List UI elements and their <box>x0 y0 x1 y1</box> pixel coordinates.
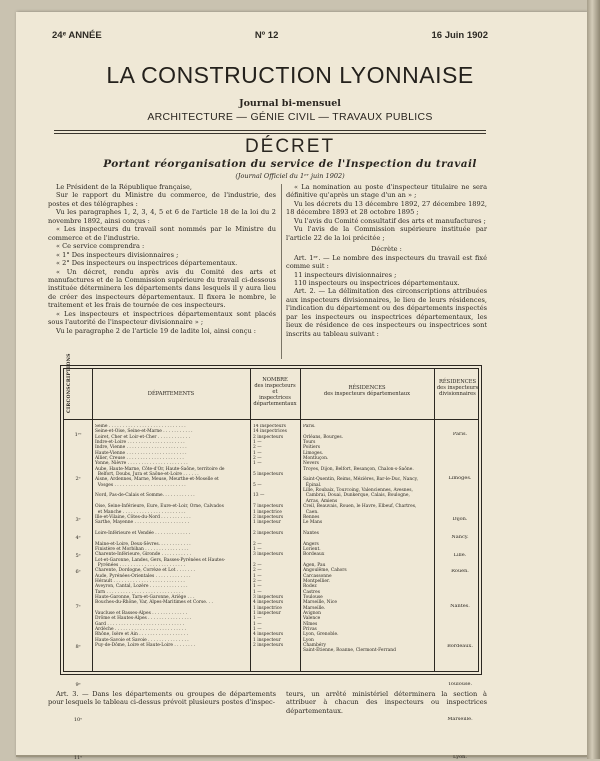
circ-label: 6ᵉ <box>75 569 81 575</box>
right-column <box>286 183 487 338</box>
circ-label: 9ᵉ <box>75 682 81 688</box>
paragraph: Sur le rapport du Ministre du commerce, de l'industrie, des postes et des télégraphes : <box>48 191 276 208</box>
article-1: Art. 1ᵉʳ. — Le nombre des inspecteurs du travail est fixé comme suit : <box>286 253 487 271</box>
circ-label: 10ᵉ <box>73 717 83 723</box>
table-col-divider <box>92 369 93 671</box>
article-3-left <box>48 690 276 707</box>
left-column <box>48 183 276 335</box>
issue-number: Nº 12 <box>254 30 279 41</box>
paragraph: « Les inspecteurs et inspectrices départementaux sont placés sous l'autorité de l'inspecteur divisionnaire » ; <box>48 309 276 327</box>
paragraph: Vu les décrets du 13 décembre 1892, 27 décembre 1892, 18 décembre 1893 et 28 octobre 1895 ; <box>286 199 487 217</box>
article-1-item: 11 inspecteurs divisionnaires ; <box>294 270 397 279</box>
paragraph: « Un décret, rendu après avis du Comité des arts et manufactures et de la Commission supérieure du travail ci-dessous instituée déterminera les départements dans lesquels il y aura lieu de créer des inspecteurs départementaux. Il fixera le nombre, le traitement et les frais de tournée de ces inspecteurs. <box>48 267 276 310</box>
article-2: Art. 2. — La délimitation des circonscriptions attribuées aux inspecteurs divisionnaires, le lieu de leurs résidences, l'indication du département ou des départements inspectés par les inspecteurs ou inspectrices départementaux, les lieux de résidence de ces inspecteurs ou inspectrices sont inscrits au tableau suivant : <box>286 287 487 338</box>
header-residences-departementales: RÉSIDENCES des inspecteurs départementaux <box>323 385 411 397</box>
residence-divisionnaire: Toulouse. <box>447 682 473 687</box>
circ-label: 7ᵉ <box>75 604 81 610</box>
masthead-rule-thin <box>54 133 486 134</box>
circ-label: 3ᵉ <box>75 517 81 523</box>
header-circonscriptions: CIRCONSCRIPTIONS <box>67 353 72 413</box>
circ-label: 4ᵉ <box>75 535 81 541</box>
article-source: (Journal Officiel du 1ᵉʳ juin 1902) <box>235 172 345 180</box>
article-title: DÉCRET <box>244 136 336 157</box>
paragraph: Vu les paragraphes 1, 2, 3, 4, 5 et 6 de l'article 18 de la loi du 2 novembre 1892, ainsi conçus : <box>48 208 276 225</box>
article-3-text: Art. 3. — Dans les départements ou groupes de départements pour lesquels le tableau ci-dessus prévoit plusieurs postes d'inspec- <box>48 690 276 707</box>
nombre-cell: 14 inspecteurs 14 inspectrices 2 inspecteurs 1 — 2 — 1 — 2 — 1 — 5 inspecteurs 5 — 13 — 7 inspecteurs 1 inspectrice 2 inspecteurs 1 inspecteur 2 inspecteurs 2 — 1 — 3 inspecteurs 2 — 2 — 1 — 2 — 1 — 1 — 3 inspecteurs 4 inspecteurs 1 inspectrice 1 inspecteur 1 — 1 — 1 — 4 inspecteurs 1 inspecteur 2 inspecteurs <box>253 424 287 649</box>
header-residences-divisionnaires: RÉSIDENCES des inspecteurs divisionnaires <box>436 379 479 397</box>
circ-label: 8ᵉ <box>75 644 81 650</box>
header-departements: DÉPARTEMENTS <box>147 391 195 397</box>
issue-date: 16 Juin 1902 <box>431 30 488 41</box>
paragraph: Vu le paragraphe 2 de l'article 19 de ladite loi, ainsi conçu : <box>56 326 257 335</box>
table-header-divider <box>64 419 478 420</box>
residence-divisionnaire: Dijon. <box>452 517 468 522</box>
issue-line <box>52 30 488 41</box>
decrete-heading: Décrète : <box>371 245 402 254</box>
article-subtitle: Portant réorganisation du service de l'Inspection du travail <box>103 158 477 170</box>
residences-dep-cell: Paris. Orléans, Bourges. Tours Poitiers Limoges. Montluçon. Nevers Troyes, Dijon, Belfort, Besançon, Chalon-s-Saône. Saint-Quentin, Reims, Mézières, Bar-le-Duc, Nancy, Épinal. Lille, Roubaix, Tourcoing, Valenciennes, Avesnes, Cambrai, Douai, Dunkerque, Calais, Boulogne, Arras, Amiens Creil, Beauvais, Rouen, le Havre, Elbeuf, Chartres, Caen. Rennes Le Mans Nantes Angers Lorient. Bordeaux Agen, Pau Angoulême, Cahors Carcassonne Montpellier. Rodez Castres Toulouse Marseille, Nice Marseille. Avignon Valence Nîmes Privas Lyon, Grenoble. Lyon Chambéry Saint-Étienne, Roanne, Clermont-Ferrand <box>303 424 418 654</box>
journal-disciplines: ARCHITECTURE — GÉNIE CIVIL — TRAVAUX PUBLICS <box>147 111 433 123</box>
paragraph: « La nomination au poste d'inspecteur titulaire ne sera définitive qu'après un stage d'un an » ; <box>286 183 487 200</box>
residence-divisionnaire: Limoges. <box>448 476 472 481</box>
paragraph: « 2° Des inspecteurs ou inspectrices départementaux. <box>56 259 238 268</box>
residence-divisionnaire: Paris. <box>452 432 468 437</box>
residence-divisionnaire: Bordeaux. <box>447 644 473 649</box>
residence-divisionnaire: Nancy. <box>451 535 469 540</box>
residence-divisionnaire: Lille. <box>453 553 467 558</box>
table-col-divider <box>300 369 301 671</box>
paragraph: Vu l'avis de la Commission supérieure instituée par l'article 22 de la loi précitée ; <box>286 225 487 242</box>
table-col-divider <box>250 369 251 671</box>
paragraph: Le Président de la République française, <box>56 183 192 191</box>
article-3-continuation: teurs, un arrêté ministériel déterminera la section à attribuer à chacun des inspecteurs ou inspectrices départementaux. <box>286 690 487 715</box>
table-col-divider <box>434 369 435 671</box>
column-divider <box>281 184 282 359</box>
article-3-right <box>286 690 487 715</box>
departements-cell: Seine . . . . . . . . . . . . . . . . . . . . . . . . . . . . Seine-et-Oise, Seine-et-Marne . . . . . . . . . . . Loiret, Cher et Loir-et-Cher . . . . . . . . . . . . Indre-et-Loire . . . . . . . . . . . . . . . . . . . . . Indre, Vienne . . . . . . . . . . . . . . . . . . . . . . Haute-Vienne . . . . . . . . . . . . . . . . . . . . . . Allier, Creuse . . . . . . . . . . . . . . . . . . . . . Yonne, Nièvre . . . . . . . . . . . . . . . . . . . . . . Aube, Haute-Marne, Côte-d'Or, Haute-Saône, territoire de Belfort, Doubs, Jura et Saône-et-Loire . . . . . . Aisne, Ardennes, Marne, Meuse, Meurthe-et-Moselle et Vosges . . . . . . . . . . . . . . . . . . . . . . . . . . Nord, Pas-de-Calais et Somme. . . . . . . . . . . . Oise, Seine-Inférieure, Eure, Eure-et-Loir, Orne, Calvados et Manche . . . . . . . . . . . . . . . . . . . . . . . Ille-et-Vilaine, Côtes-du-Nord . . . . . . . . . . . Sarthe, Mayenne . . . . . . . . . . . . . . . . . . . . Loire-Inférieure et Vendée . . . . . . . . . . . . . Maine-et-Loire, Deux-Sèvres. . . . . . . . . . . . Finistère et Morbihan . . . . . . . . . . . . . . . . Charente-Inférieure, Gironde . . . . . . . . . . . Lot-et-Garonne, Landes, Gers, Basses-Pyrénées et Hautes- Pyrénées . . . . . . . . . . . . . . . . . . . . . . . . Charente, Dordogne, Corrèze et Lot . . . . . . . Aude, Pyrénées-Orientales . . . . . . . . . . . . . Hérault . . . . . . . . . . . . . . . . . . . . . . . . . . Aveyron, Cantal, Lozère . . . . . . . . . . . . . . Tarn . . . . . . . . . . . . . . . . . . . . . . . . . . . . Haute-Garonne, Tarn-et-Garonne, Ariège . . . Bouches-du-Rhône, Var, Alpes-Maritimes et Corse. . . Vaucluse et Basses-Alpes . . . . . . . . . . . . . Drôme et Hautes-Alpes . . . . . . . . . . . . . . . . Gard . . . . . . . . . . . . . . . . . . . . . . . . . . . . Ardèche . . . . . . . . . . . . . . . . . . . . . . . . . . Rhône, Isère et Ain . . . . . . . . . . . . . . . . . . Haute-Savoie et Savoie . . . . . . . . . . . . . . . Puy-de-Dôme, Loire et Haute-Loire . . . . . . . . <box>95 424 226 649</box>
circ-label: 1ʳᵉ <box>74 432 82 438</box>
paragraph: « 1° Des inspecteurs divisionnaires ; <box>56 250 179 259</box>
book-spine <box>587 0 600 759</box>
residence-divisionnaire: Marseille. <box>447 717 473 722</box>
paragraph: Vu l'avis du Comité consultatif des arts et manufactures ; <box>294 216 486 225</box>
header-nombre: NOMBRE des inspecteurs et inspectrices départementaux <box>253 377 297 407</box>
issue-year: 24ᵉ ANNÉE <box>52 30 102 41</box>
circ-label: 11ᵉ <box>73 755 83 761</box>
journal-frequency: Journal bi-mensuel <box>239 98 341 109</box>
masthead-rule <box>54 130 486 131</box>
paragraph: « Les inspecteurs du travail sont nommés par le Ministre du commerce et de l'industrie. <box>48 225 276 242</box>
circ-label: 5ᵉ <box>75 553 81 559</box>
article-1-item: 110 inspecteurs ou inspectrices départementaux. <box>294 278 460 287</box>
circ-label: 2ᵉ <box>75 476 81 482</box>
residence-divisionnaire: Rouen. <box>451 569 469 574</box>
residence-divisionnaire: Nantes. <box>450 604 470 609</box>
residence-divisionnaire: Lyon. <box>453 755 467 760</box>
paragraph: « Ce service comprendra : <box>56 242 145 251</box>
page-edge <box>16 755 587 757</box>
journal-title: LA CONSTRUCTION LYONNAISE <box>106 62 474 88</box>
